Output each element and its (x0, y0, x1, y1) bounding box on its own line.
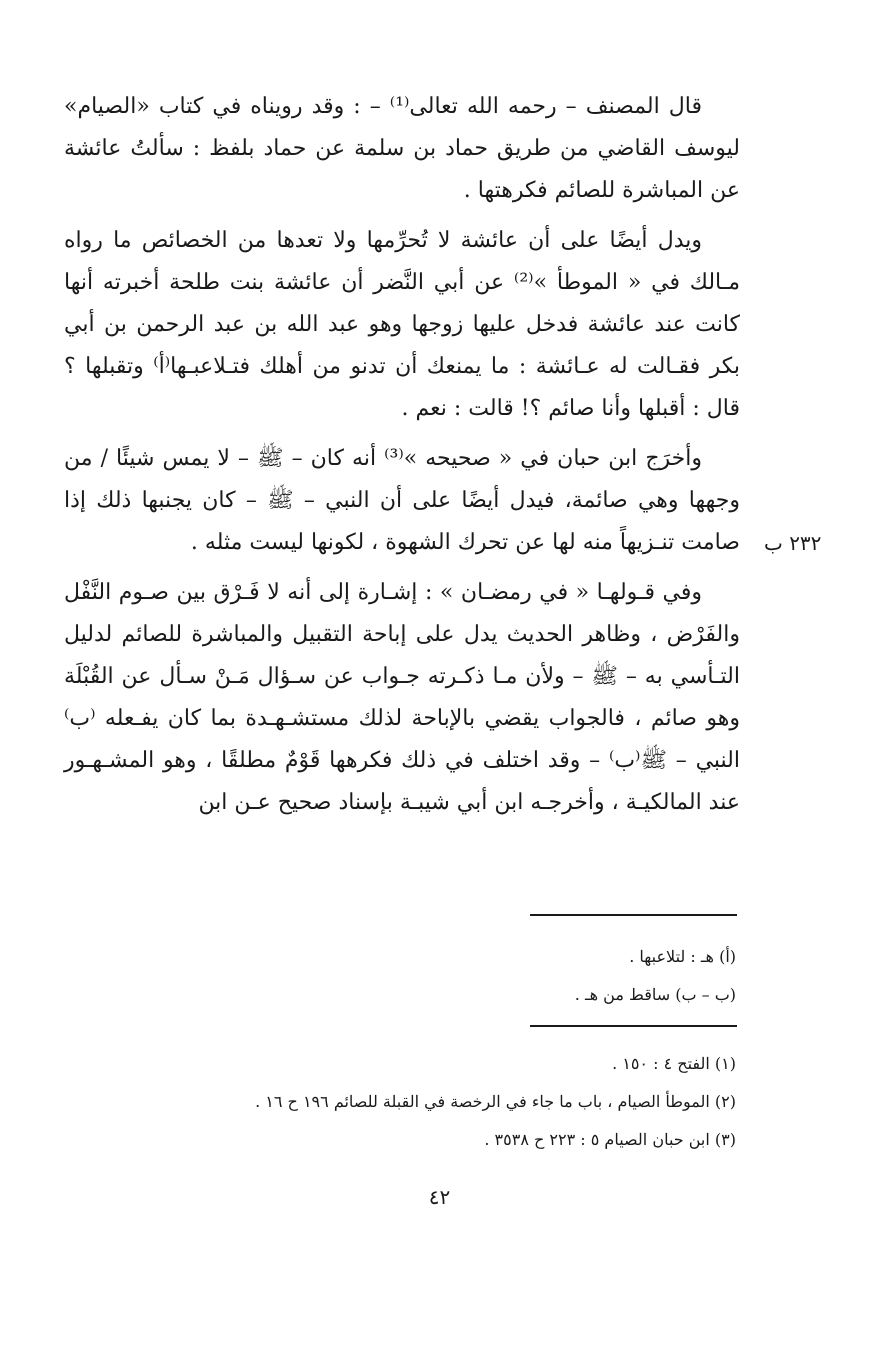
variant-footnote-b: (ب – ب) ساقط من هـ . (574, 985, 736, 1004)
variant-footnote-a: (أ) هـ : لتلاعبها . (629, 947, 736, 966)
footnote-separator-references (530, 1025, 737, 1027)
reference-footnote-2: (٢) الموطأ الصيام ، باب ما جاء في الرخصة في القبلة للصائم ١٩٦ ح ١٦ . (255, 1092, 736, 1111)
paragraph-2: ويدل أيضًا على أن عائشة لا تُحرِّمها ولا تعدها من الخصائص ما رواه مـالك في « الموطأ »⁽²⁾ عن أبي النَّضر أن عائشة بنت طلحة أخبرته أنها كانت عند عائشة فدخل عليها زوجها وهو عبد الله بن عبد الرحمن بن أبي بكر فقـالت له عـائشة : ما يمنعك أن تدنو من أهلك فتـلاعبـها⁽أ⁾ وتقبلها ؟ قال : أقبلها وأنا صائم ؟! قالت : نعم . (64, 228, 740, 421)
reference-footnote-3: (٣) ابن حبان الصيام ٥ : ٢٢٣ ح ٣٥٣٨ . (484, 1130, 736, 1149)
manuscript-folio-marker: ٢٣٢ ب (764, 531, 822, 555)
paragraph-1: قال المصنف – رحمه الله تعالى⁽¹⁾ – : وقد رويناه في كتاب «الصيام» ليوسف القاضي من طريق حماد بن سلمة عن حماد بلفظ : سألتُ عائشة عن المباشرة للصائم فكرهتها . (64, 94, 740, 203)
footnote-separator-variants (530, 914, 737, 916)
paragraph-3: وأخرَج ابن حبان في « صحيحه »⁽³⁾ أنه كان – ﷺ – لا يمس شيئًا / من وجهها وهي صائمة، فيدل أيضًا على أن النبي – ﷺ – كان يجنبها ذلك إذا صامت تنـزيهاً منه لها عن تحرك الشهوة ، لكونها ليست مثله . (64, 446, 740, 555)
page-number: ٤٢ (428, 1185, 451, 1209)
variant-footnotes (64, 938, 736, 1014)
reference-footnotes (64, 1045, 736, 1159)
paragraph-4: وفي قـولهـا « في رمضـان » : إشـارة إلى أنه لا فَـرْق بين صـوم النَّفْل والفَرْض ، وظاهر الحديث يدل على إباحة التقبيل والمباشرة للصائم لدليل التـأسي به – ﷺ – ولأن مـا ذكـرته جـواب عن سـؤال مَـنْ سـأل عن القُبْلَة وهو صائم ، فالجواب يقضي بالإباحة لذلك مستشـهـدة بما كان يفـعله ⁽ب⁾النبي – ﷺ⁽ب⁾ – وقد اختلف في ذلك فكرهها قَوْمٌ مطلقًا ، وهو المشـهـور عند المالكيـة ، وأخرجـه ابن أبي شيبـة بإسناد صحيح عـن ابن (64, 580, 740, 815)
reference-footnote-1: (١) الفتح ٤ : ١٥٠ . (612, 1054, 736, 1073)
main-text (64, 86, 740, 832)
